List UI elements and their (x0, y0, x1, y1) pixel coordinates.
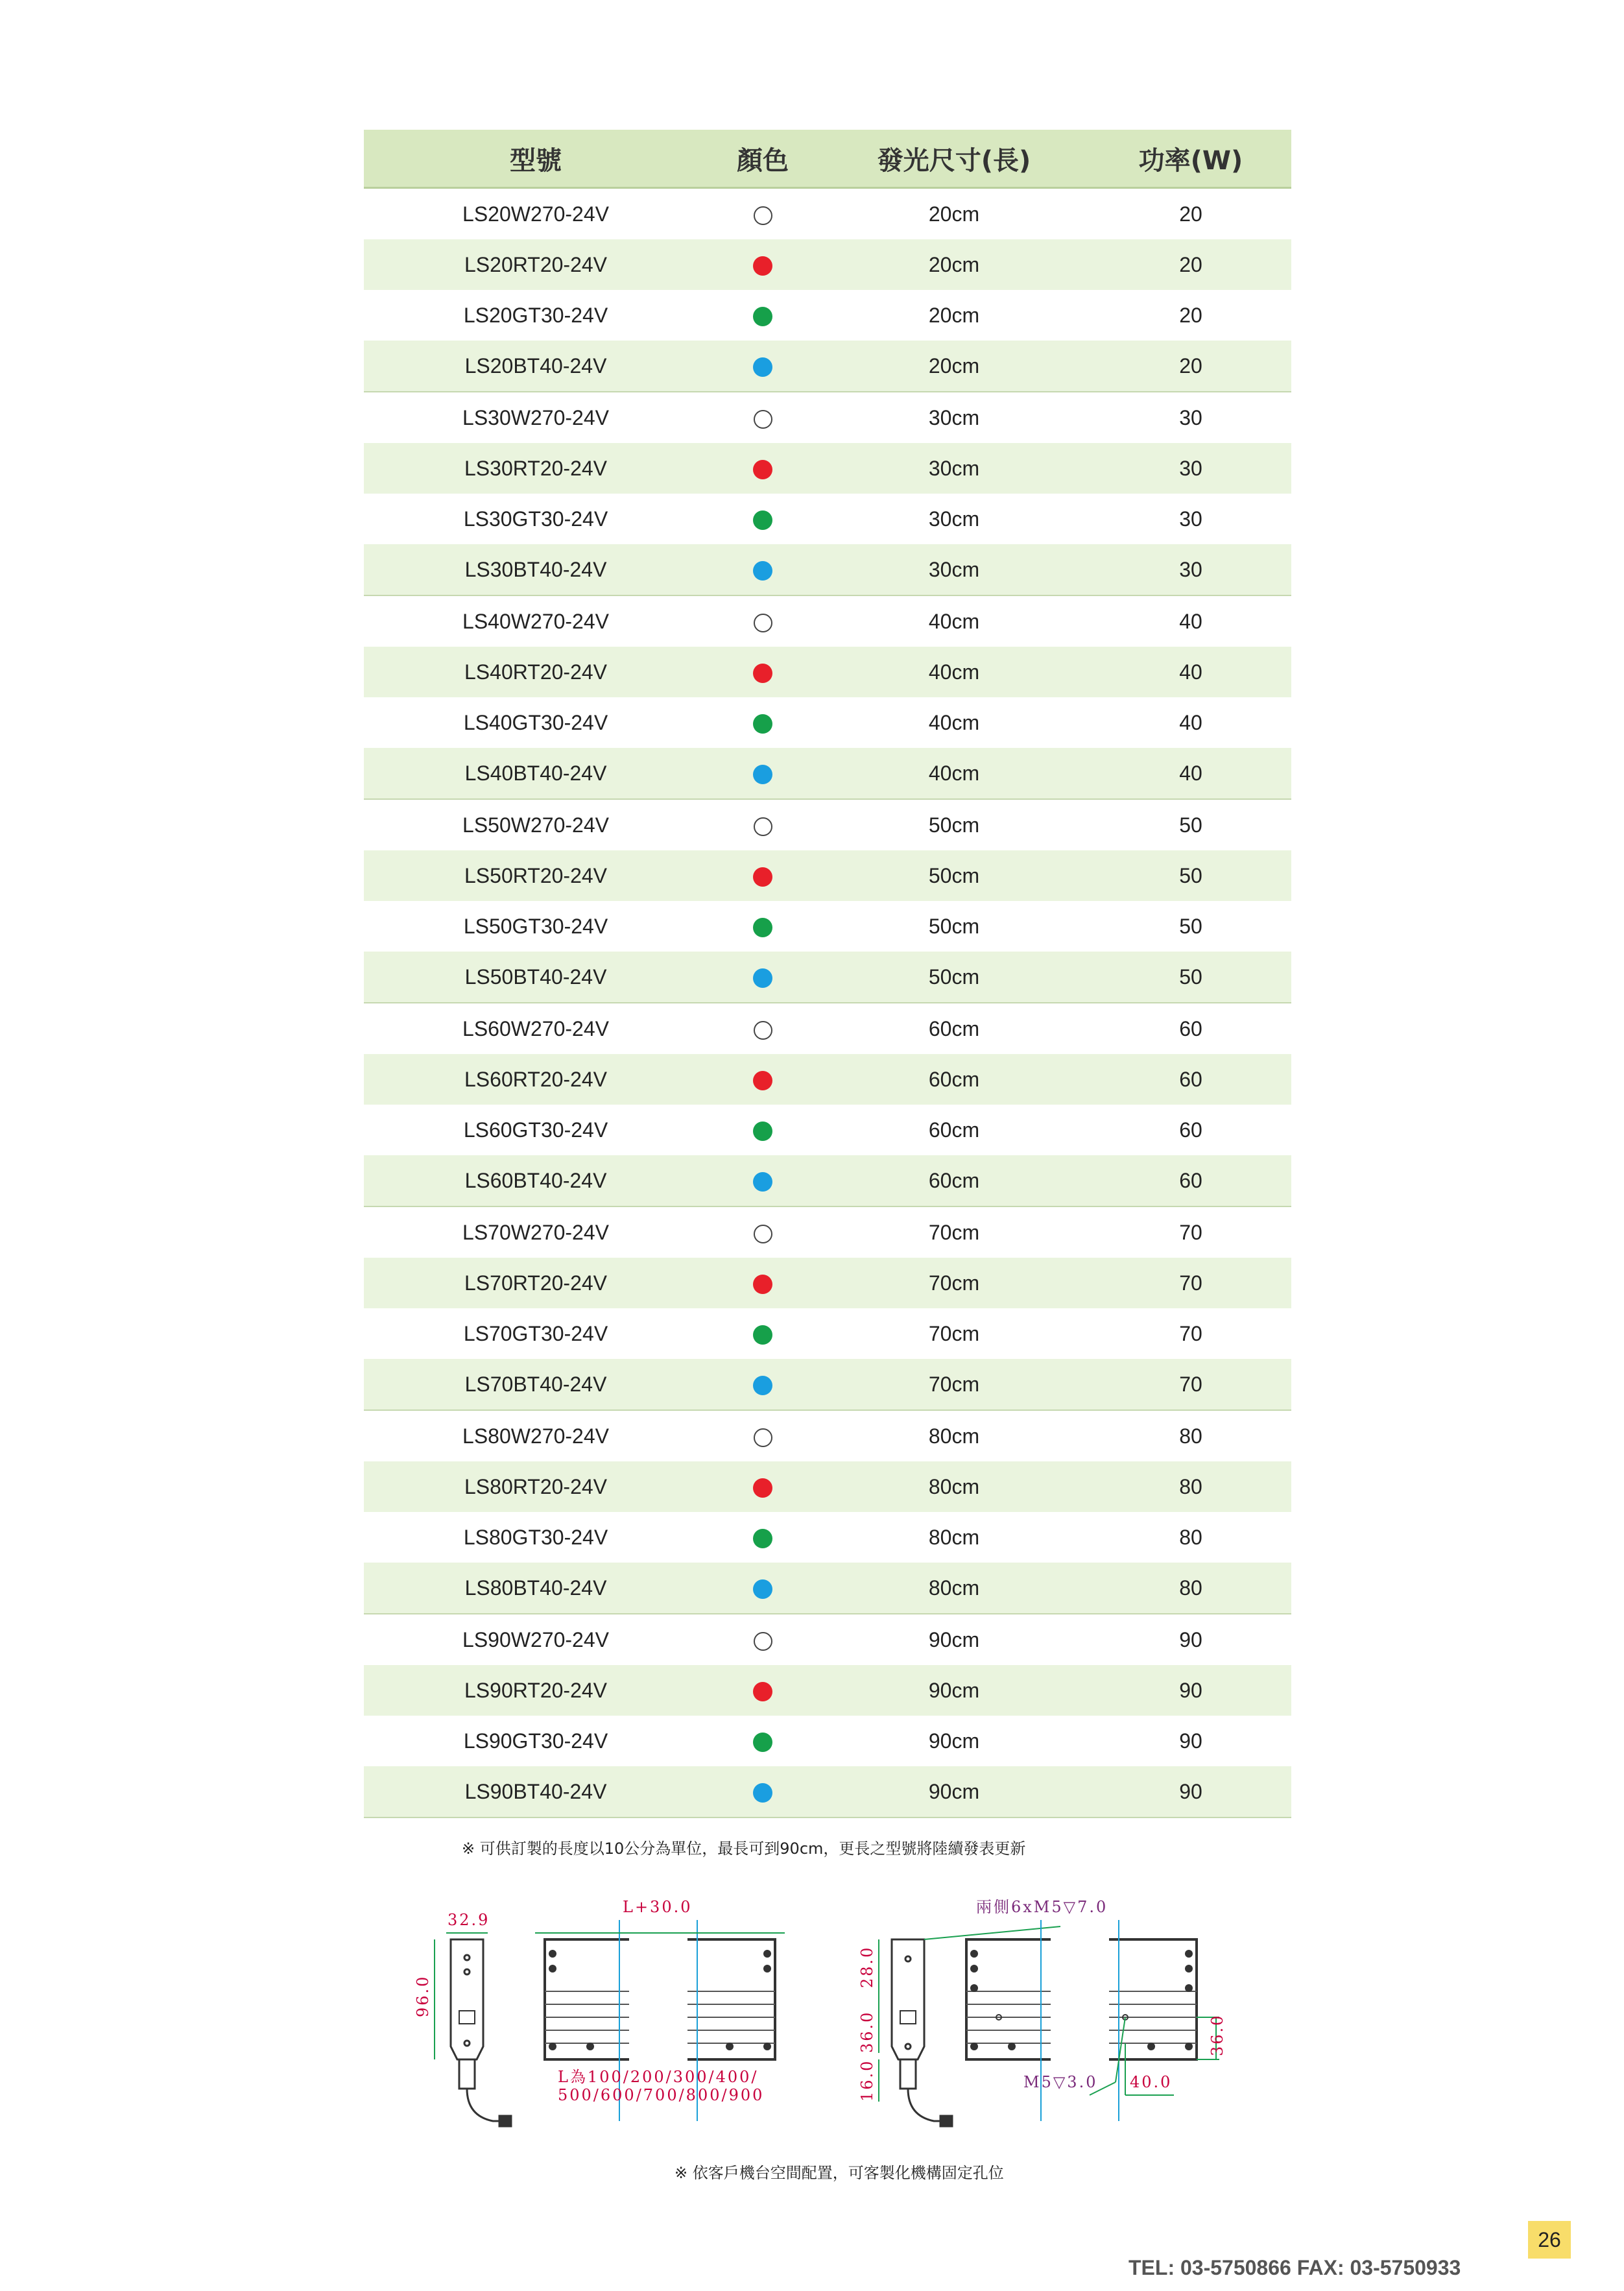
color-dot-icon (753, 307, 772, 326)
model-cell: LS20RT20-24V (364, 239, 708, 290)
left-end-view (451, 1939, 511, 2126)
table-row (364, 1614, 1291, 1665)
color-cell (708, 952, 818, 1003)
mount-note: ※ 依客戶機台空間配置，可客製化機構固定孔位 (675, 2164, 1004, 2182)
color-dot-icon (754, 206, 772, 225)
screw-label: M5▽3.0 (1023, 2073, 1098, 2091)
header-size: 發光尺寸(長) (818, 130, 1090, 188)
color-dot-icon (753, 256, 772, 276)
table-row (364, 1308, 1291, 1359)
header-color: 顏色 (708, 130, 818, 188)
power-cell: 50 (1179, 813, 1202, 837)
size-cell: 70cm (928, 1220, 980, 1244)
color-dot-icon (754, 614, 772, 632)
size-cell: 30cm (818, 443, 1090, 494)
model-cell: LS80W270-24V (462, 1424, 609, 1448)
color-dot-icon (754, 1428, 772, 1447)
color-cell (708, 697, 818, 748)
size-cell: 50cm (818, 952, 1090, 1003)
footer-contact: TEL: 03-5750866 FAX: 03-5750933 (1128, 2256, 1461, 2279)
size-cell: 40cm (818, 748, 1090, 799)
table-row (364, 1512, 1291, 1563)
color-dot-icon (753, 867, 772, 887)
color-cell (708, 1665, 818, 1716)
model-cell: LS20W270-24V (462, 202, 609, 226)
model-cell: LS90W270-24V (462, 1627, 609, 1651)
color-cell (708, 188, 818, 240)
model-cell: LS80RT20-24V (364, 1461, 708, 1512)
dim-36b: 36.0 (1208, 2013, 1226, 2056)
power-cell: 20 (1179, 303, 1202, 327)
power-cell: 80 (1179, 1525, 1202, 1549)
l-values-line2: 500/600/700/800/900 (558, 2086, 765, 2104)
model-cell: LS40W270-24V (462, 609, 609, 633)
color-cell (708, 799, 818, 850)
table-row (364, 1716, 1291, 1766)
size-cell: 70cm (818, 1258, 1090, 1308)
color-cell (708, 1003, 818, 1054)
model-cell: LS90GT30-24V (463, 1729, 608, 1753)
power-cell: 40 (1179, 710, 1202, 734)
color-cell (708, 1410, 818, 1461)
size-cell: 90cm (818, 1766, 1090, 1817)
model-cell: LS50BT40-24V (364, 952, 708, 1003)
length-dim-label: L+30.0 (623, 1898, 693, 1916)
table-row (364, 239, 1291, 290)
table-row (364, 1410, 1291, 1461)
color-cell (708, 850, 818, 901)
color-dot-icon (754, 1632, 772, 1651)
model-cell: LS20GT30-24V (463, 303, 608, 327)
color-cell (708, 392, 818, 443)
color-cell (708, 1206, 818, 1258)
color-dot-icon (753, 664, 772, 683)
color-cell (708, 1716, 818, 1766)
table-row (364, 494, 1291, 544)
model-cell: LS40RT20-24V (364, 647, 708, 697)
table-row (364, 1054, 1291, 1105)
table-row (364, 952, 1291, 1003)
l-values-line1: L為100/200/300/400/ (558, 2068, 759, 2086)
model-cell: LS70RT20-24V (364, 1258, 708, 1308)
color-dot-icon (754, 1225, 772, 1243)
model-cell: LS30GT30-24V (463, 507, 608, 531)
color-dot-icon (753, 1376, 772, 1395)
dim-40: 40.0 (1130, 2073, 1173, 2091)
table-row (364, 850, 1291, 901)
size-cell: 30cm (928, 405, 980, 429)
page-number: 26 (1528, 2221, 1571, 2259)
table-row (364, 901, 1291, 952)
power-cell: 70 (1090, 1258, 1291, 1308)
color-dot-icon (753, 1172, 772, 1192)
table-row (364, 443, 1291, 494)
color-cell (708, 239, 818, 290)
power-cell: 30 (1179, 507, 1202, 531)
size-cell: 90cm (928, 1627, 980, 1651)
size-cell: 80cm (928, 1525, 980, 1549)
power-cell: 50 (1090, 952, 1291, 1003)
power-cell: 60 (1179, 1016, 1202, 1040)
model-cell: LS80BT40-24V (364, 1563, 708, 1614)
table-row (364, 188, 1291, 240)
power-cell: 20 (1090, 239, 1291, 290)
table-row (364, 595, 1291, 647)
table-row (364, 1461, 1291, 1512)
dim-16: 16.0 (858, 2059, 876, 2102)
power-cell: 40 (1090, 748, 1291, 799)
model-cell: LS90BT40-24V (364, 1766, 708, 1817)
color-cell (708, 290, 818, 341)
color-cell (708, 647, 818, 697)
size-cell: 40cm (818, 647, 1090, 697)
power-cell: 60 (1179, 1118, 1202, 1142)
power-cell: 90 (1179, 1729, 1202, 1753)
size-cell: 20cm (928, 303, 980, 327)
power-cell: 20 (1090, 341, 1291, 392)
size-cell: 20cm (928, 202, 980, 226)
table-row (364, 647, 1291, 697)
spec-table (364, 130, 1291, 1818)
power-cell: 40 (1179, 609, 1202, 633)
color-cell (708, 443, 818, 494)
header-power: 功率(W) (1090, 130, 1291, 188)
color-cell (708, 494, 818, 544)
color-dot-icon (754, 1021, 772, 1040)
color-cell (708, 1614, 818, 1665)
size-cell: 80cm (818, 1563, 1090, 1614)
color-cell (708, 1563, 818, 1614)
size-cell: 40cm (928, 609, 980, 633)
color-cell (708, 1054, 818, 1105)
table-row (364, 799, 1291, 850)
power-cell: 50 (1090, 850, 1291, 901)
color-cell (708, 901, 818, 952)
color-dot-icon (753, 968, 772, 988)
power-cell: 80 (1090, 1461, 1291, 1512)
power-cell: 40 (1090, 647, 1291, 697)
dimension-drawing (402, 1888, 1245, 2147)
color-cell (708, 1105, 818, 1155)
color-cell (708, 1155, 818, 1206)
left-dims (435, 1933, 488, 2059)
color-cell (708, 1766, 818, 1817)
table-row (364, 1359, 1291, 1410)
color-cell (708, 595, 818, 647)
color-dot-icon (753, 1071, 772, 1090)
size-cell: 50cm (928, 914, 980, 938)
size-cell: 90cm (818, 1665, 1090, 1716)
model-cell: LS80GT30-24V (463, 1525, 608, 1549)
hole-label: 兩側6xM5▽7.0 (976, 1898, 1108, 1916)
color-dot-icon (753, 918, 772, 937)
table-row (364, 1258, 1291, 1308)
color-dot-icon (753, 1122, 772, 1141)
size-cell: 50cm (818, 850, 1090, 901)
right-end-view (892, 1939, 952, 2126)
table-row (364, 697, 1291, 748)
model-cell: LS60BT40-24V (364, 1155, 708, 1206)
size-cell: 20cm (818, 341, 1090, 392)
color-cell (708, 1512, 818, 1563)
model-cell: LS50RT20-24V (364, 850, 708, 901)
table-row (364, 748, 1291, 799)
table-row (364, 544, 1291, 595)
model-cell: LS60GT30-24V (463, 1118, 608, 1142)
color-dot-icon (753, 1733, 772, 1752)
color-dot-icon (753, 460, 772, 479)
size-cell: 60cm (928, 1118, 980, 1142)
table-row (364, 1155, 1291, 1206)
header-model: 型號 (364, 130, 708, 188)
size-cell: 80cm (818, 1461, 1090, 1512)
power-cell: 60 (1090, 1155, 1291, 1206)
size-cell: 60cm (818, 1054, 1090, 1105)
power-cell: 90 (1090, 1766, 1291, 1817)
power-cell: 80 (1090, 1563, 1291, 1614)
dim-28: 28.0 (858, 1945, 876, 1988)
table-row (364, 1003, 1291, 1054)
width-dim-label: 32.9 (448, 1911, 490, 1929)
size-cell: 60cm (818, 1155, 1090, 1206)
length-note: ※ 可供訂製的長度以10公分為單位，最長可到90cm，更長之型號將陸續發表更新 (462, 1840, 1026, 1858)
model-cell: LS30W270-24V (462, 405, 609, 429)
color-cell (708, 544, 818, 595)
model-cell: LS40BT40-24V (364, 748, 708, 799)
size-cell: 80cm (928, 1424, 980, 1448)
color-dot-icon (753, 357, 772, 377)
table-row (364, 290, 1291, 341)
color-dot-icon (754, 817, 772, 836)
table-row (364, 1206, 1291, 1258)
model-cell: LS50W270-24V (462, 813, 609, 837)
color-dot-icon (753, 714, 772, 734)
color-dot-icon (754, 410, 772, 429)
size-cell: 60cm (928, 1016, 980, 1040)
color-cell (708, 341, 818, 392)
color-dot-icon (753, 765, 772, 784)
model-cell: LS60W270-24V (462, 1016, 609, 1040)
model-cell: LS70GT30-24V (463, 1321, 608, 1345)
size-cell: 50cm (928, 813, 980, 837)
color-dot-icon (753, 1529, 772, 1548)
model-cell: LS30RT20-24V (364, 443, 708, 494)
size-cell: 90cm (928, 1729, 980, 1753)
power-cell: 60 (1090, 1054, 1291, 1105)
model-cell: LS30BT40-24V (364, 544, 708, 595)
model-cell: LS40GT30-24V (463, 710, 608, 734)
size-cell: 70cm (818, 1359, 1090, 1410)
table-row (364, 1766, 1291, 1817)
power-cell: 50 (1179, 914, 1202, 938)
model-cell: LS90RT20-24V (364, 1665, 708, 1716)
height-dim-label: 96.0 (414, 1974, 432, 2017)
dim-36a: 36.0 (858, 2010, 876, 2053)
power-cell: 30 (1179, 405, 1202, 429)
table-row (364, 1665, 1291, 1716)
color-dot-icon (753, 1275, 772, 1294)
color-cell (708, 1461, 818, 1512)
size-cell: 40cm (928, 710, 980, 734)
table-row (364, 392, 1291, 443)
table-row (364, 341, 1291, 392)
model-cell: LS20BT40-24V (364, 341, 708, 392)
model-cell: LS60RT20-24V (364, 1054, 708, 1105)
table-header (364, 130, 1291, 188)
color-cell (708, 1359, 818, 1410)
model-cell: LS70BT40-24V (364, 1359, 708, 1410)
color-dot-icon (753, 510, 772, 530)
color-dot-icon (753, 1783, 772, 1803)
color-dot-icon (753, 561, 772, 581)
color-dot-icon (753, 1478, 772, 1498)
color-dot-icon (753, 1579, 772, 1599)
color-cell (708, 1308, 818, 1359)
power-cell: 20 (1179, 202, 1202, 226)
power-cell: 90 (1090, 1665, 1291, 1716)
size-cell: 30cm (818, 544, 1090, 595)
power-cell: 90 (1179, 1627, 1202, 1651)
table-body (364, 188, 1291, 1818)
size-cell: 70cm (928, 1321, 980, 1345)
table-row (364, 1105, 1291, 1155)
model-cell: LS70W270-24V (462, 1220, 609, 1244)
power-cell: 70 (1090, 1359, 1291, 1410)
table-row (364, 1563, 1291, 1614)
color-dot-icon (753, 1682, 772, 1701)
color-cell (708, 748, 818, 799)
size-cell: 20cm (818, 239, 1090, 290)
power-cell: 30 (1090, 544, 1291, 595)
model-cell: LS50GT30-24V (463, 914, 608, 938)
power-cell: 80 (1179, 1424, 1202, 1448)
color-dot-icon (753, 1325, 772, 1345)
power-cell: 30 (1090, 443, 1291, 494)
power-cell: 70 (1179, 1321, 1202, 1345)
color-cell (708, 1258, 818, 1308)
size-cell: 30cm (928, 507, 980, 531)
power-cell: 70 (1179, 1220, 1202, 1244)
